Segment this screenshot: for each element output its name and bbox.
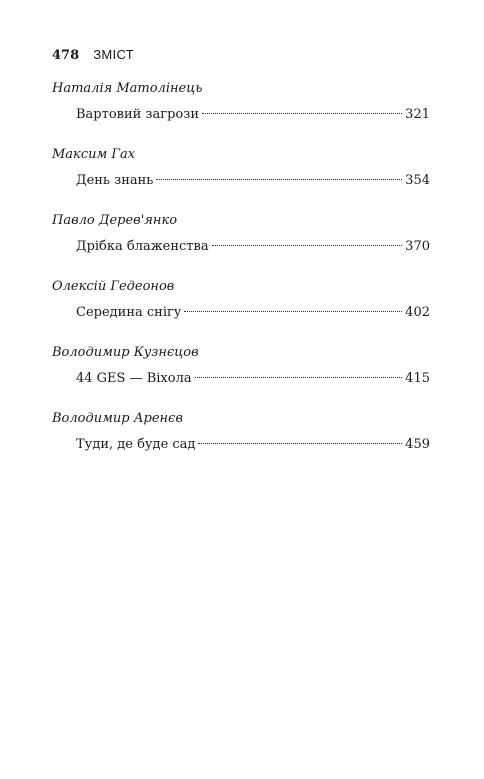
toc-line xyxy=(52,370,430,388)
work-page-number: 402 xyxy=(405,305,430,320)
toc-entry xyxy=(52,146,430,190)
dot-leader xyxy=(156,179,402,180)
toc-line xyxy=(52,172,430,190)
work-title: Дрібка блаженства xyxy=(76,239,209,254)
toc-entry xyxy=(52,80,430,124)
author-name: Павло Дерев'янко xyxy=(52,213,178,228)
toc-entry xyxy=(52,278,430,322)
work-page-number: 321 xyxy=(405,107,430,122)
toc-entry xyxy=(52,212,430,256)
running-head xyxy=(52,46,134,65)
work-title: 44 GES — Віхола xyxy=(76,371,192,386)
section-title: ЗМІСТ xyxy=(93,47,134,62)
author-name: Наталія Матолінець xyxy=(52,81,203,96)
toc-line xyxy=(52,304,430,322)
dot-leader xyxy=(198,443,402,444)
dot-leader xyxy=(202,113,402,114)
toc-entry xyxy=(52,410,430,454)
dot-leader xyxy=(212,245,403,246)
work-title: Середина снігу xyxy=(76,305,182,320)
table-of-contents xyxy=(52,80,430,476)
author-name: Володимир Аренєв xyxy=(52,411,183,426)
dot-leader xyxy=(184,311,402,312)
toc-entry xyxy=(52,344,430,388)
work-title: День знань xyxy=(76,173,154,188)
toc-line xyxy=(52,106,430,124)
work-page-number: 459 xyxy=(405,437,430,452)
toc-line xyxy=(52,238,430,256)
toc-line xyxy=(52,436,430,454)
author-name: Олексій Гедеонов xyxy=(52,279,175,294)
work-page-number: 370 xyxy=(405,239,430,254)
work-title: Туди, де буде сад xyxy=(76,437,196,452)
work-page-number: 415 xyxy=(405,371,430,386)
page-number: 478 xyxy=(52,48,80,63)
author-name: Володимир Кузнєцов xyxy=(52,345,199,360)
author-name: Максим Гах xyxy=(52,147,136,162)
work-title: Вартовий загрози xyxy=(76,107,199,122)
work-page-number: 354 xyxy=(405,173,430,188)
dot-leader xyxy=(195,377,403,378)
